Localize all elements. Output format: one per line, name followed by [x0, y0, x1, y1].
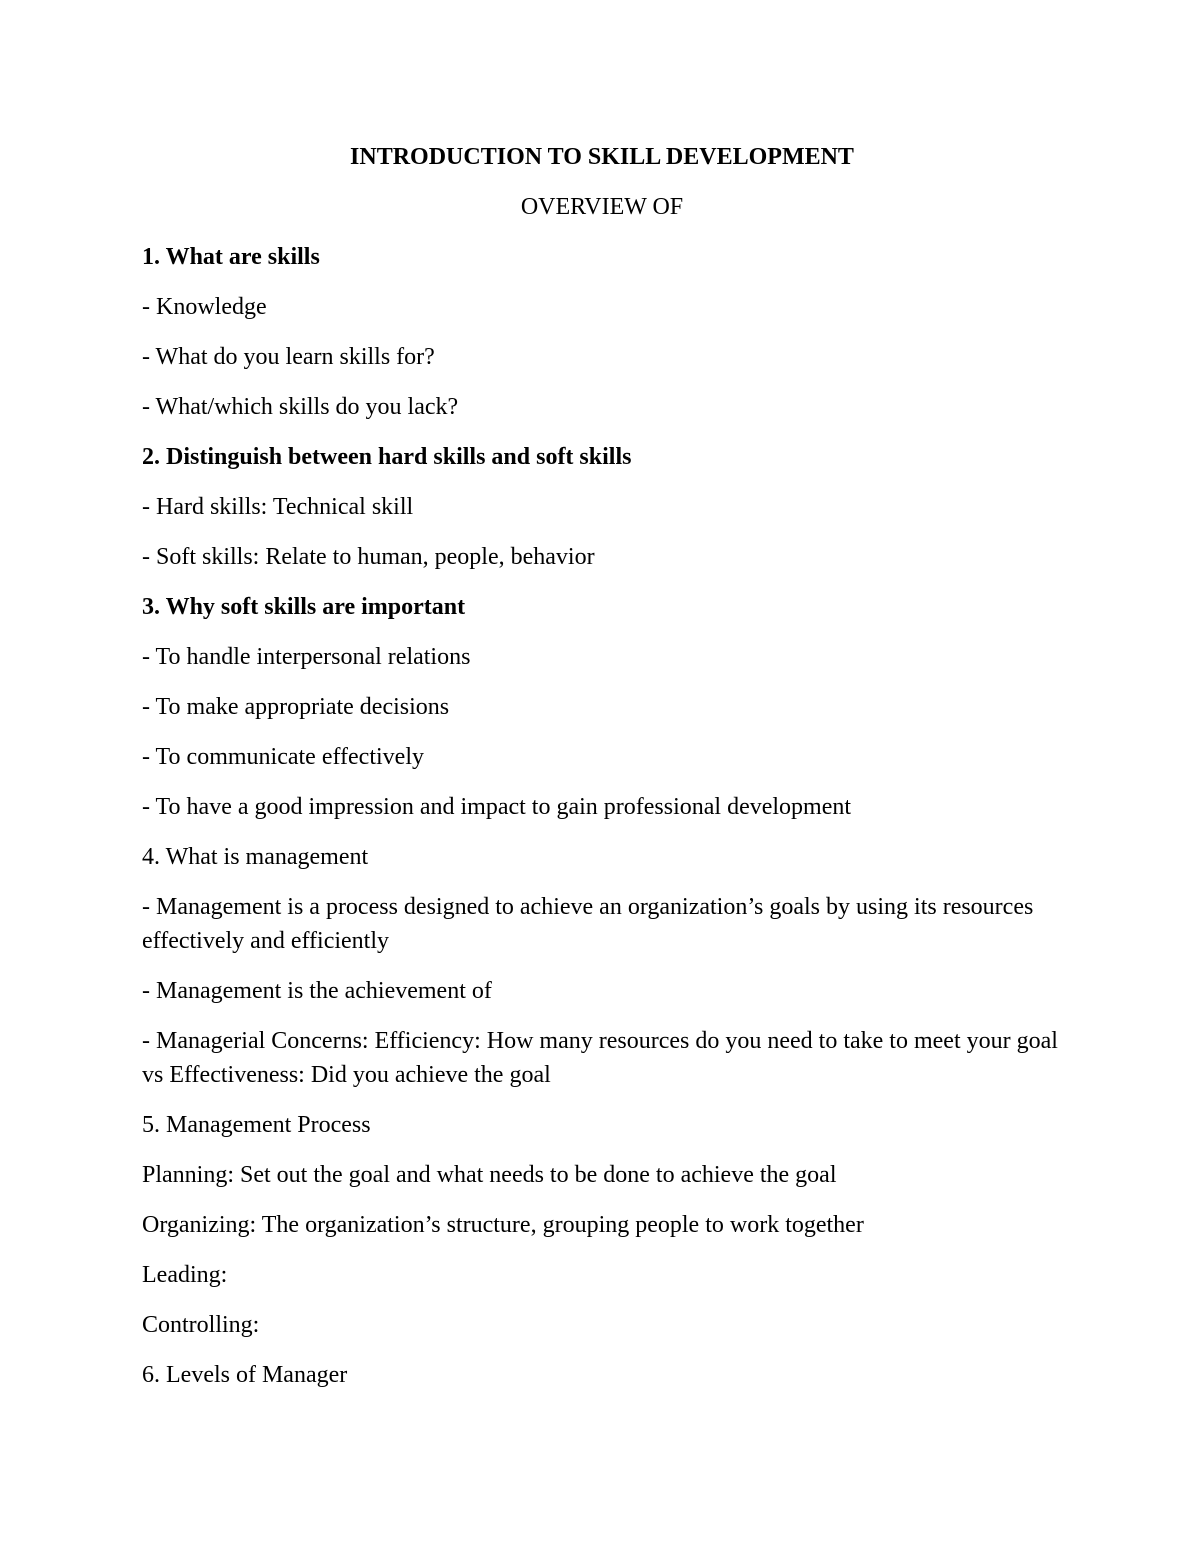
bullet-line: - To have a good impression and impact to gain professional development	[142, 794, 852, 820]
process-line: Controlling:	[142, 1312, 260, 1338]
section-heading: 5. Management Process	[142, 1112, 371, 1138]
bullet-line: - To handle interpersonal relations	[142, 644, 471, 670]
section-heading: 3. Why soft skills are important	[142, 594, 466, 620]
bullet-line: - What do you learn skills for?	[142, 344, 435, 370]
section-heading: 1. What are skills	[142, 244, 320, 270]
document-subtitle: OVERVIEW OF	[520, 194, 684, 220]
document-title: INTRODUCTION TO SKILL DEVELOPMENT	[350, 144, 854, 170]
section-heading: 4. What is management	[142, 844, 369, 870]
section-heading: 2. Distinguish between hard skills and soft skills	[142, 444, 632, 470]
bullet-line: - Knowledge	[142, 294, 267, 320]
process-line: Organizing: The organization’s structure, grouping people to work together	[142, 1212, 864, 1238]
bullet-line: - Management is the achievement of	[142, 978, 492, 1004]
bullet-line: - Hard skills: Technical skill	[142, 494, 414, 520]
bullet-line: - What/which skills do you lack?	[142, 394, 459, 420]
document-body	[142, 143, 1062, 1411]
process-line: Planning: Set out the goal and what needs to be done to achieve the goal	[142, 1162, 837, 1188]
bullet-line: - Managerial Concerns: Efficiency: How many resources do you need to take to meet your goal vs Effectiveness: Did you achieve the goal	[142, 1028, 1058, 1088]
bullet-line: - To make appropriate decisions	[142, 694, 450, 720]
process-line: Leading:	[142, 1262, 228, 1288]
section-heading: 6. Levels of Manager	[142, 1362, 348, 1388]
bullet-line: - Soft skills: Relate to human, people, behavior	[142, 544, 595, 570]
bullet-line: - To communicate effectively	[142, 744, 424, 770]
bullet-line: - Management is a process designed to achieve an organization’s goals by using its resources effectively and efficiently	[142, 894, 1034, 954]
